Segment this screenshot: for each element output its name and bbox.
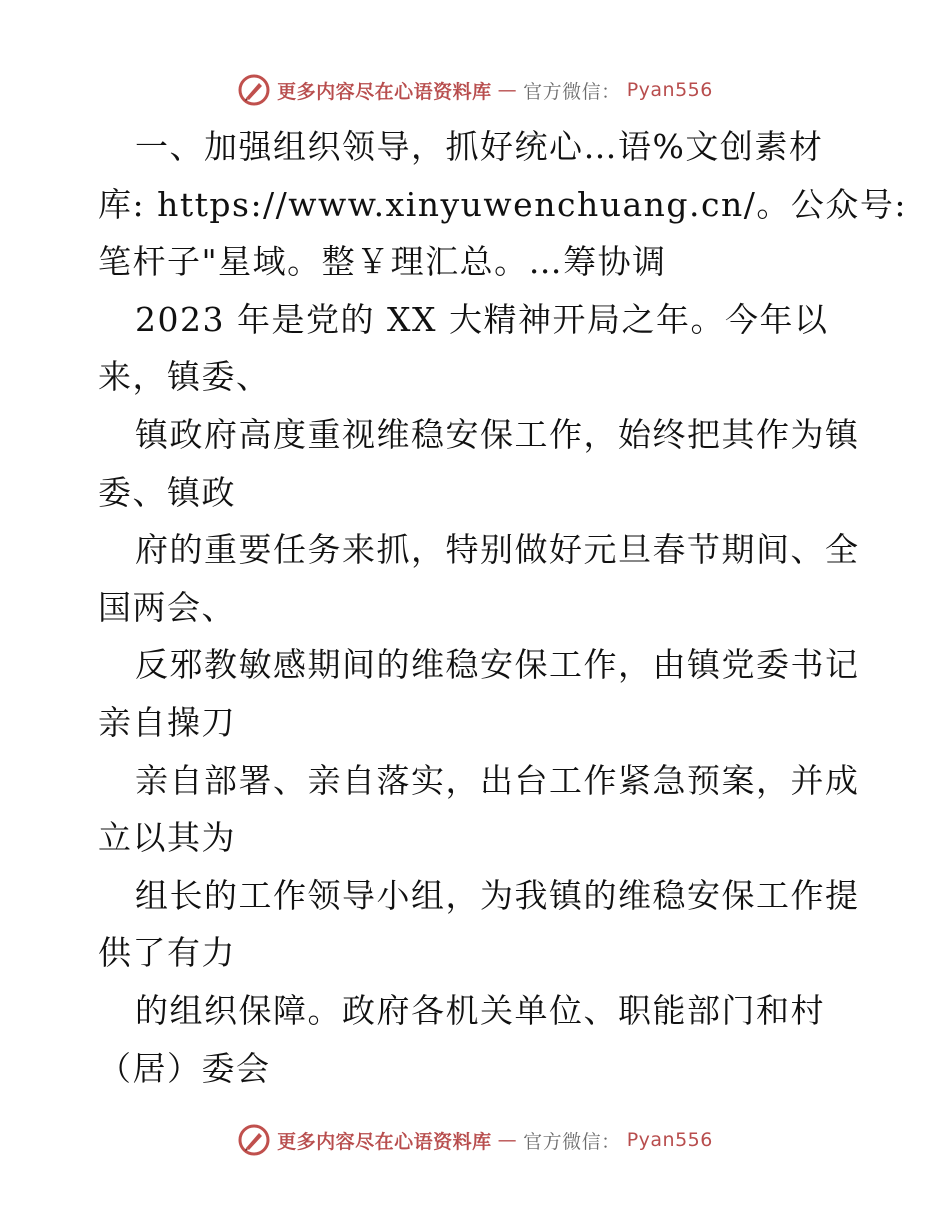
text-line: 库: https://www.xinyuwenchuang.cn/。公众号: <box>98 184 907 224</box>
text-line: 府的重要任务来抓，特别做好元旦春节期间、全 <box>135 530 860 570</box>
watermark-wechat-id: Pyan556 <box>626 79 713 101</box>
text-line: 委、镇政 <box>98 472 236 512</box>
text-line: 镇政府高度重视维稳安保工作，始终把其作为镇 <box>135 414 860 454</box>
text-line: 亲自操刀 <box>98 702 236 742</box>
watermark-dash: — <box>497 1129 518 1151</box>
text-line: 来，镇委、 <box>98 357 271 397</box>
watermark-main-text: 更多内容尽在心语资料库 <box>277 1130 492 1153</box>
header-watermark <box>0 70 950 110</box>
pen-logo-icon <box>237 1123 271 1157</box>
text-line: 立以其为 <box>98 818 236 858</box>
text-line: （居）委会 <box>98 1048 271 1088</box>
text-line: 一、加强组织领导，抓好统心…语%文创素材 <box>135 127 824 166</box>
text-line: 笔杆子"星域。整￥理汇总。…筹协调 <box>98 242 667 282</box>
pen-logo-icon <box>237 73 271 107</box>
watermark-sub-text: 官方微信： <box>523 1130 621 1153</box>
text-line: 亲自部署、亲自落实，出台工作紧急预案，并成 <box>135 760 860 800</box>
text-line: 组长的工作领导小组，为我镇的维稳安保工作提 <box>135 875 860 915</box>
text-line: 的组织保障。政府各机关单位、职能部门和村 <box>135 990 825 1030</box>
footer-watermark <box>0 1120 950 1160</box>
text-line: 供了有力 <box>98 933 236 973</box>
watermark-sub-text: 官方微信： <box>523 80 621 103</box>
text-line: 反邪教敏感期间的维稳安保工作，由镇党委书记 <box>135 645 860 685</box>
watermark-main-text: 更多内容尽在心语资料库 <box>277 80 492 103</box>
document-body <box>98 118 907 1097</box>
text-line: 国两会、 <box>98 587 236 627</box>
watermark-dash: — <box>497 79 518 101</box>
watermark-wechat-id: Pyan556 <box>626 1129 713 1151</box>
text-line: 2023 年是党的 XX 大精神开局之年。今年以 <box>135 299 829 339</box>
